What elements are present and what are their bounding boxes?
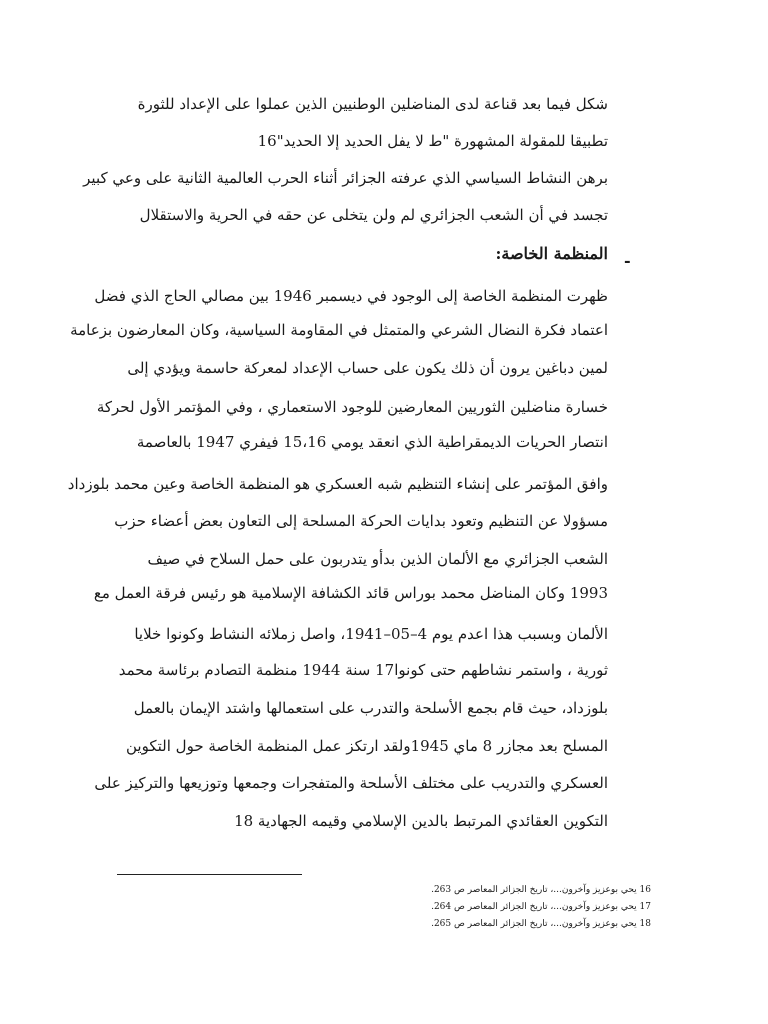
paragraph-line-14: العسكري والتدريب على مختلف الأسلحة والمتفجرات وجمعها وتوزيعها والتركيز على — [94, 774, 608, 792]
paragraph-line-1: ظهرت المنظمة الخاصة إلى الوجود في ديسمبر 1946 بين مصالي الحاج الذي فضل — [94, 287, 608, 305]
paragraph-line-4: خسارة مناضلين الثوريين المعارضين للوجود الاستعماري ، وفي المؤتمر الأول لحركة — [96, 398, 608, 416]
paragraph-line-10: الألمان وبسبب هذا اعدم يوم 4–05–1941، واصل زملائه النشاط وكونوا خلايا — [134, 625, 608, 643]
section-bullet: - — [624, 251, 631, 270]
paragraph-line-5: انتصار الحريات الديمقراطية الذي انعقد يومي 15،16 فيفري 1947 بالعاصمة — [136, 433, 608, 451]
footnote-separator — [117, 874, 302, 875]
paragraph-line-7: مسؤولا عن التنظيم وتعود بدايات الحركة المسلحة إلى التعاون بعض أعضاء حزب — [114, 512, 608, 530]
paragraph-line-11: ثورية ، واستمر نشاطهم حتى كونوا17 سنة 1944 منظمة التصادم برئاسة محمد — [118, 661, 608, 679]
footnote-18: 18 يحي بوعزيز وآخرون...، تاريخ الجزائر المعاصر ص 265. — [431, 919, 651, 929]
paragraph-line-12: بلوزداد، حيث قام بجمع الأسلحة والتدرب على استعمالها واشتد الإيمان بالعمل — [133, 699, 608, 717]
footnote-16: 16 يحي بوعزيز وآخرون...، تاريخ الجزائر المعاصر ص 263. — [431, 885, 651, 895]
intro-line-3: برهن النشاط السياسي الذي عرفته الجزائر أثناء الحرب العالمية الثانية على وعي كبير — [83, 169, 608, 187]
paragraph-line-6: وافق المؤتمر على إنشاء التنظيم شبه العسكري هو المنظمة الخاصة وعين محمد بلوزداد — [67, 475, 608, 493]
footnote-17: 17 يحي بوعزيز وآخرون...، تاريخ الجزائر المعاصر ص 264. — [431, 902, 651, 912]
paragraph-line-2: اعتماد فكرة النضال الشرعي والمتمثل في المقاومة السياسية، وكان المعارضون بزعامة — [70, 321, 608, 339]
paragraph-line-13: المسلح بعد مجازر 8 ماي 1945ولقد ارتكز عمل المنظمة الخاصة حول التكوين — [126, 737, 608, 755]
paragraph-line-8: الشعب الجزائري مع الألمان الذين بدأو يتدربون على حمل السلاح في صيف — [147, 550, 608, 568]
intro-line-4: تجسد في أن الشعب الجزائري لم ولن يتخلى عن حقه في الحرية والاستقلال — [139, 206, 608, 224]
section-heading: المنظمة الخاصة: — [495, 244, 608, 263]
intro-line-1: شكل فيما بعد قناعة لدى المناضلين الوطنيين الذين عملوا على الإعداد للثورة — [137, 95, 608, 113]
paragraph-line-15: التكوين العقائدي المرتبط بالدين الإسلامي وقيمه الجهادية 18 — [234, 812, 608, 830]
paragraph-line-9: 1993 وكان المناضل محمد بوراس قائد الكشافة الإسلامية هو رئيس فرقة العمل مع — [93, 584, 608, 602]
intro-line-2: تطبيقا للمقولة المشهورة "ط لا يفل الحديد إلا الحديد"16 — [257, 132, 608, 150]
paragraph-line-3: لمين دباغين يرون أن ذلك يكون على حساب الإعداد لمعركة حاسمة ويؤدي إلى — [127, 359, 608, 377]
